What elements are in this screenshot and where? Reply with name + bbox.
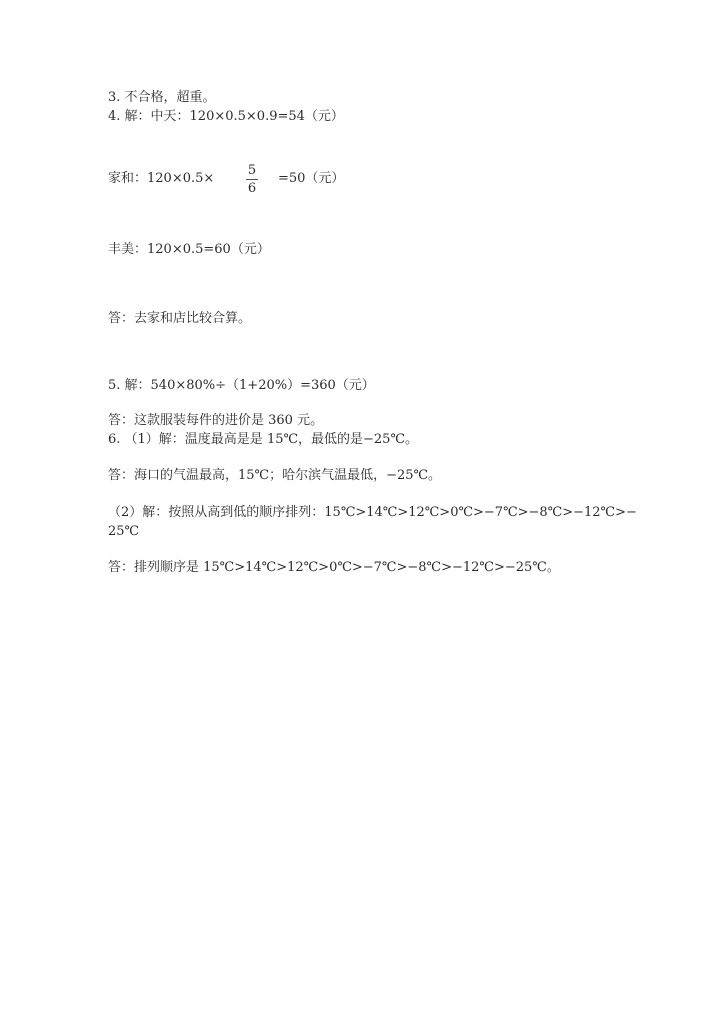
answer-q4-fengmei: 丰美：120×0.5=60（元） — [108, 242, 270, 257]
answer-q4-zhongtian: 4. 解：中天：120×0.5×0.9=54（元） — [108, 109, 344, 124]
fraction-denominator: 6 — [247, 181, 257, 196]
answer-q6-part2-line1: （2）解：按照从高到低的顺序排列：15℃>14℃>12℃>0℃>−7℃>−8℃>−12℃>− — [108, 505, 637, 520]
answer-q4-jiahe-suffix: =50（元） — [278, 171, 345, 186]
answer-q6-part2-conclusion: 答：排列顺序是 15℃>14℃>12℃>0℃>−7℃>−8℃>−12℃>−25℃。 — [108, 560, 560, 575]
answer-q3: 3. 不合格，超重。 — [108, 90, 216, 105]
answer-q6-part2-line2: 25℃ — [108, 524, 140, 539]
fraction-numerator: 5 — [247, 163, 257, 178]
answer-q4-conclusion: 答：去家和店比较合算。 — [108, 311, 252, 326]
answer-q4-jiahe-prefix: 家和：120×0.5× — [108, 171, 215, 186]
answer-q5-solution: 5. 解：540×80%÷（1+20%）=360（元） — [108, 378, 375, 393]
answer-q6-part1: 6. （1）解：温度最高是是 15℃，最低的是−25℃。 — [108, 432, 419, 447]
answer-q5-conclusion: 答：这款服装每件的进价是 360 元。 — [108, 413, 324, 428]
fraction-bar — [246, 179, 258, 180]
answer-q6-part1-conclusion: 答：海口的气温最高，15℃；哈尔滨气温最低，−25℃。 — [108, 468, 442, 483]
